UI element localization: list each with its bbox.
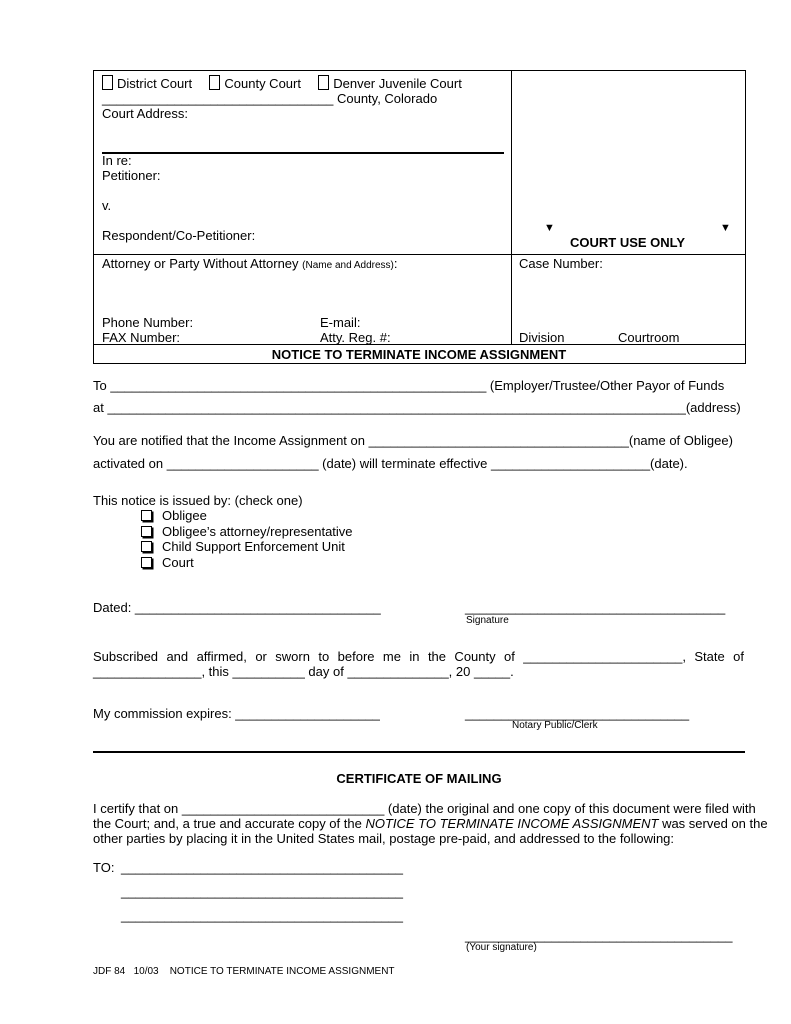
issuer-label: Obligee [162,508,207,523]
arrow-down-icon: ▼ [720,222,731,234]
case-number-label: Case Number: [519,256,603,271]
activated-line[interactable]: activated on _____________________ (date) will terminate effective ______________________(date). [93,456,688,471]
notary-line[interactable]: _______________________________ [465,706,690,721]
district-court-checkbox[interactable] [102,75,113,90]
certificate-title: CERTIFICATE OF MAILING [336,771,502,786]
denver-juvenile-court-checkbox[interactable] [318,75,329,90]
division-label: Division [519,330,565,345]
certificate-text-b: was served on the other parties by placing it in the United States mail, postage pre-paid, and addressed to the following: [93,816,768,846]
courtroom-label: Courtroom [618,330,680,345]
to-line[interactable]: To ____________________________________________________ (Employer/Trustee/Other Payor of Funds [93,378,725,393]
checkbox-icon[interactable] [141,541,152,552]
address-line-1[interactable]: _______________________________________ [121,860,403,875]
footer: JDF 84 10/03 NOTICE TO TERMINATE INCOME ASSIGNMENT [93,966,395,977]
attorney-label [102,256,398,271]
issuer-option[interactable] [141,508,207,523]
caption-divider [511,70,512,345]
your-signature-line[interactable]: _____________________________________ [465,928,733,943]
email-label: E-mail: [320,315,361,330]
subscribed-text: Subscribed and affirmed, or sworn to before me in the County of ______________________, State of [93,649,744,664]
court-use-only: COURT USE ONLY [570,235,686,250]
court-address-label: Court Address: [102,106,188,121]
arrow-down-icon: ▼ [544,222,555,234]
in-re-label: In re: [102,153,132,168]
issuer-label: Obligee’s attorney/representative [162,524,353,539]
court-options [102,75,462,91]
address-line-3[interactable]: _______________________________________ [121,908,403,923]
checkbox-icon[interactable] [141,526,152,537]
district-court-label: District Court [117,76,193,91]
issuer-option[interactable] [141,539,345,554]
v-label: v. [102,198,112,213]
address-line-2[interactable]: _______________________________________ [121,884,403,899]
signature-label: Signature [466,615,509,626]
phone-label: Phone Number: [102,315,194,330]
subscribed-line2[interactable]: _______________, this __________ day of ______________, 20 _____. [93,664,514,679]
county-court-label: County Court [224,76,301,91]
petitioner-label: Petitioner: [102,168,161,183]
county-court-checkbox[interactable] [209,75,220,90]
to-label: TO: [93,860,115,875]
attorney-colon: : [393,256,398,271]
county-line[interactable]: ________________________________ County, Colorado [102,91,438,106]
respondent-label: Respondent/Co-Petitioner: [102,228,256,243]
certificate-text [93,801,769,846]
issuer-option[interactable] [141,555,194,570]
section-divider [93,751,745,753]
commission-line[interactable]: My commission expires: ____________________ [93,706,380,721]
attorney-label-text: Attorney or Party Without Attorney [102,256,299,271]
certificate-text-italic: NOTICE TO TERMINATE INCOME ASSIGNMENT [365,816,659,831]
checkbox-icon[interactable] [141,557,152,568]
address-underline [102,152,504,154]
fax-label: FAX Number: [102,330,181,345]
issued-by-label: This notice is issued by: (check one) [93,493,303,508]
atty-reg-label: Atty. Reg. #: [320,330,391,345]
notary-label: Notary Public/Clerk [512,720,598,731]
issuer-label: Court [162,555,194,570]
at-line[interactable]: at ________________________________________________________________________________(address) [93,400,741,415]
issuer-label: Child Support Enforcement Unit [162,539,345,554]
checkbox-icon[interactable] [141,510,152,521]
dated-line[interactable]: Dated: __________________________________ [93,600,381,615]
issuer-option[interactable] [141,524,353,539]
attorney-note: (Name and Address) [302,260,394,271]
signature-line[interactable]: ____________________________________ [465,600,726,615]
denver-juvenile-court-label: Denver Juvenile Court [333,76,462,91]
your-signature-label: (Your signature) [466,942,537,953]
notified-line[interactable]: You are notified that the Income Assignment on ____________________________________(name of Obligee) [93,433,733,448]
certificate-text-a: I certify that on ____________________________ (date) the original and one copy of this document were filed with the Court; and, a true and accurate copy of the [93,801,756,831]
caption-row-line [93,254,745,255]
form-title: NOTICE TO TERMINATE INCOME ASSIGNMENT [271,347,567,362]
